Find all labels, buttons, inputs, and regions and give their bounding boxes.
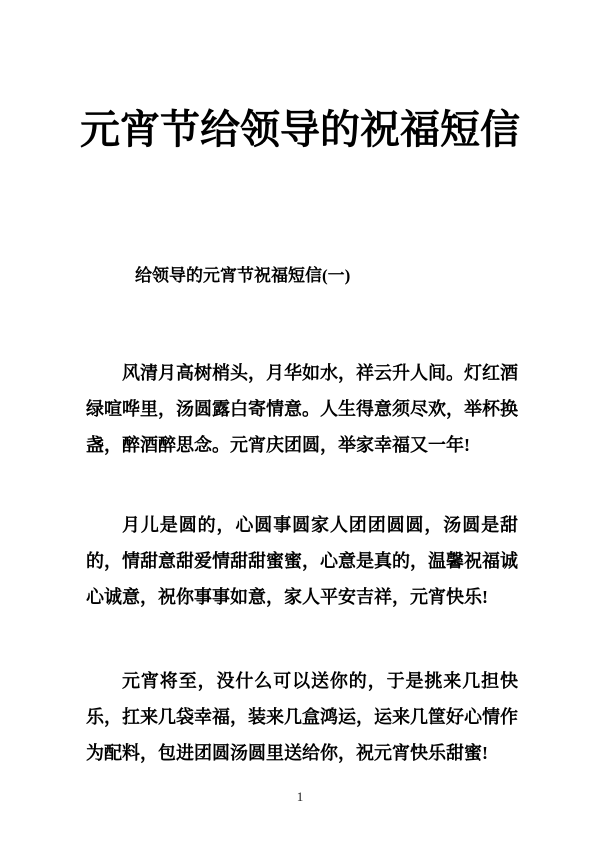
paragraph: 月儿是圆的，心圆事圆家人团团圆圆，汤圆是甜的，情甜意甜爱情甜甜蜜蜜，心意是真的，温馨祝福诚心诚意，祝你事事如意，家人平安吉祥，元宵快乐!	[86, 515, 518, 607]
paragraph: 风清月高树梢头，月华如水，祥云升人间。灯红酒绿喧哗里，汤圆露白寄情意。人生得意须尽欢，举杯换盏，醉酒醉思念。元宵庆团圆，举家幸福又一年!	[86, 363, 518, 455]
page-number: 1	[296, 789, 304, 804]
document-title: 元宵节给领导的祝福短信	[80, 107, 520, 152]
document-subtitle: 给领导的元宵节祝福短信(一)	[135, 266, 351, 285]
paragraph: 元宵将至，没什么可以送你的，于是挑来几担快乐，扛来几袋幸福，装来几盒鸿运，运来几筐好心情作为配料，包进团圆汤圆里送给你，祝元宵快乐甜蜜!	[86, 671, 518, 763]
document-body	[0, 355, 600, 771]
